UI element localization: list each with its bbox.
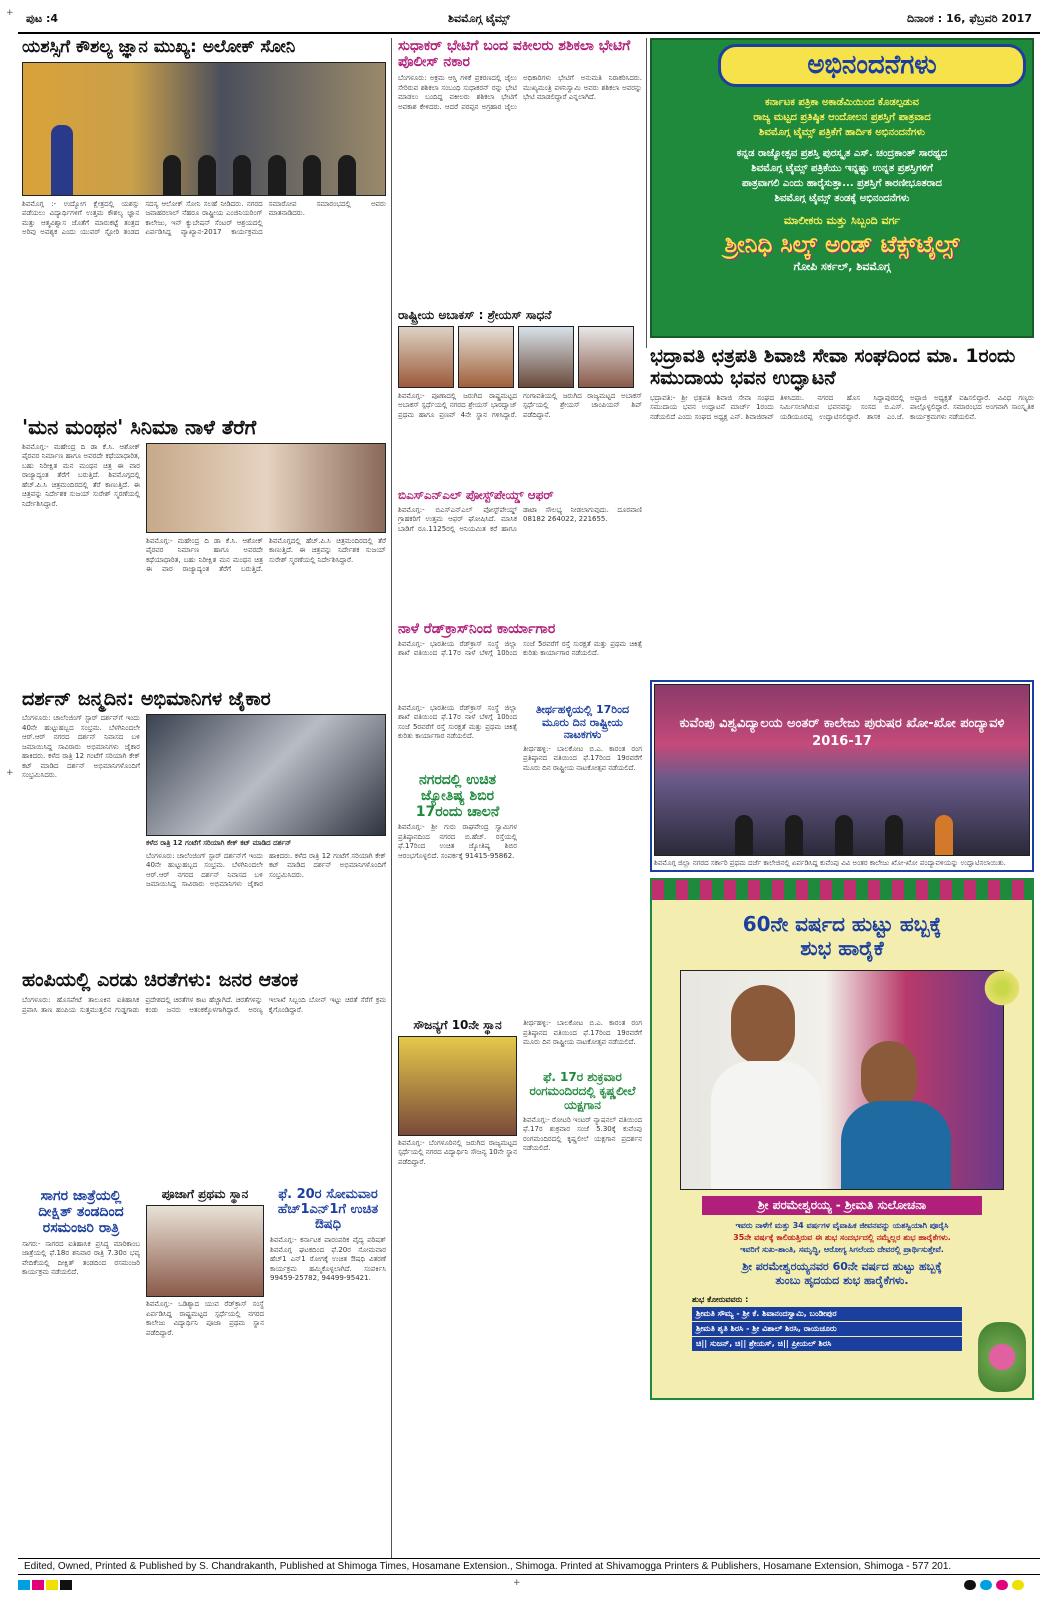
student-portrait-photo xyxy=(578,326,634,388)
photo-caption: ಶಿವಮೊಗ್ಗ ಜಿಲ್ಲಾ ನಗರದ ಸರ್ಕಾರಿ ಪ್ರಥಮ ದರ್ಜೆ ಕಾಲೇಜಿನಲ್ಲಿ ಏರ್ಪಡಿಸಿದ್ದ ಕುವೆಂಪು ವಿವಿ ಅಂತರ ಕಾಲೇಜು ಖೋ-ಖೋ ಪಂದ್ಯಾವಳಿಯನ್ನು ಉದ್ಘಾಟಿಸಲಾಯಿತು. xyxy=(654,858,1007,867)
black-swatch xyxy=(60,1580,72,1590)
ad-line: ಮಾಲೀಕರು ಮತ್ತು ಸಿಬ್ಬಂದಿ ವರ್ಗ xyxy=(783,214,901,227)
article-body: ಬೆಂಗಳೂರು: ಚಾಲೆಂಜಿಂಗ್ ಸ್ಟಾರ್ ದರ್ಶನ್‌ಗೆ ಇಂದು 40ನೇ ಹುಟ್ಟುಹಬ್ಬದ ಸಂಭ್ರಮ. ಬೆಳಗಿನಿಂದಲೇ ಆರ್.ಆರ್ ನಗರದ ದರ್ಶನ್ ನಿವಾಸದ ಬಳಿ ಜಮಾಯಿಸಿದ್ದ ಸಾವಿರಾರು ಅಭಿಮಾನಿಗಳು ಜೈಕಾರ ಹಾಕಿದರು. ಕಳೆದ ರಾತ್ರಿ 12 ಗಂಟೆಗೆ ಸರಿಯಾಗಿ ಕೇಕ್ ಕಟ್ ಮಾಡಿದ ದರ್ಶನ್ ಅಭಿಮಾನಿಗಳೊಂದಿಗೆ ಸಂಭ್ರಮಿಸಿದರು. xyxy=(146,851,386,889)
ad-title: ಶುಭ ಹಾರೈಕೆ xyxy=(800,936,884,961)
article-body: ಬೆಂಗಳೂರು: ಅಕ್ರಮ ಆಸ್ತಿ ಗಳಿಕೆ ಪ್ರಕರಣದಲ್ಲಿ ಜೈಲು ಸೇರಿರುವ ಶಶಿಕಲಾ ಸಂಬಂಧಿ ಸುಧಾಕರನ್ ರನ್ನು ಭೇಟಿ ಮಾಡಲು ಬಂದಿದ್ದ ವಕೀಲರು ಶಶಿಕಲಾ ಭೇಟಿಗೆ ಅವಕಾಶ ಕೇಳಿದರು. ಆದರೆ ಪರಪ್ಪನ ಅಗ್ರಹಾರ ಜೈಲು ಅಧಿಕಾರಿಗಳು ಭೇಟಿಗೆ ಅನುಮತಿ ನಿರಾಕರಿಸಿದರು. ಮುಖ್ಯಮಂತ್ರಿ ಪಳನಿಸ್ವಾಮಿ ಅವರು ಶಶಿಕಲಾ ಅವರನ್ನು ಭೇಟಿ ಮಾಡಲಿದ್ದಾರೆ ಎನ್ನಲಾಗಿದೆ. xyxy=(398,74,642,111)
article-title: ಸಾಗರ ಜಾತ್ರೆಯಲ್ಲಿ ದೀಕ್ಷಿತ್ ತಂಡದಿಂದ ರಸಮಂಜರಿ ರಾತ್ರಿ xyxy=(38,1188,124,1237)
article-body: ಶಿವಮೊಗ್ಗ:- ಬಿಎಸ್‌ಎನ್‌ಎಲ್ ಪೋಸ್ಟ್‌ಪೇಯ್ಡ್ ಗ್ರಾಹಕರಿಗೆ ಉತ್ತಮ ಆಫರ್ ಘೋಷಿಸಿದೆ. ಮಾಸಿಕ ಬಾಡಿಗೆ ರೂ.1125ರಲ್ಲಿ ಅನಿಯಮಿತ ಕರೆ ಹಾಗೂ ಡಾಟಾ ಸೌಲಭ್ಯ ನೀಡಲಾಗುವುದು. ದೂರವಾಣಿ 08182 264022, 221655. xyxy=(398,505,642,533)
photo-banner-text: ಕುವೆಂಪು ವಿಶ್ವವಿದ್ಯಾಲಯ ಅಂತರ್ ಕಾಲೇಜು ಪುರುಷರ ಖೋ-ಖೋ ಪಂದ್ಯಾವಳಿ 2016-17 xyxy=(679,715,1005,749)
article-body: ಶಿವಮೊಗ್ಗ:- ಶ್ರೀ ಗುರು ರಾಘವೇಂದ್ರ ಸ್ವಾಮಿಗಳ ಪ್ರತಿಷ್ಠಾನದಿಂದ ನಗರದ ಬಿ.ಹೆಚ್. ರಸ್ತೆಯಲ್ಲಿ ಫೆ.17ರಿಂದ ಉಚಿತ ಜ್ಯೋತಿಷ್ಯ ಶಿಬಿರ ಆರಂಭಗೊಳ್ಳಲಿದೆ. ಸಂಪರ್ಕಕ್ಕೆ 91415-95862. xyxy=(398,823,517,860)
birthday-ad xyxy=(650,878,1034,1400)
ad-line: ರಾಜ್ಯ ಮಟ್ಟದ ಪ್ರತಿಷ್ಠಿತ ಆಂದೋಲನ ಪ್ರಶಸ್ತಿಗೆ ಪಾತ್ರವಾದ xyxy=(753,112,931,123)
column-middle xyxy=(398,38,642,1267)
article-title: ಭದ್ರಾವತಿ ಛತ್ರಪತಿ ಶಿವಾಜಿ ಸೇವಾ ಸಂಘದಿಂದ ಮಾ. 1ರಂದು ಸಮುದಾಯ ಭವನ ಉದ್ಘಾಟನೆ xyxy=(650,345,1016,389)
ad-title: ಅಭಿನಂದನೆಗಳು xyxy=(718,44,1026,87)
paper-name: ಶಿವಮೊಗ್ಗ ಟೈಮ್ಸ್ xyxy=(448,12,510,25)
ad-line: ತುಂಬು ಹೃದಯದ ಶುಭ ಹಾರೈಕೆಗಳು. xyxy=(775,1274,909,1288)
registration-mark-icon: + xyxy=(6,8,14,18)
magenta-dot xyxy=(996,1580,1008,1590)
yellow-dot xyxy=(1012,1580,1024,1590)
article-title: ಸುಧಾಕರ್ ಭೇಟಿಗೆ ಬಂದ ವಕೀಲರು ಶಶಿಕಲಾ ಭೇಟಿಗೆ ಪೊಲೀಸ್ ನಕಾರ xyxy=(398,38,631,71)
article-title: ಯಶಸ್ಸಿಗೆ ಕೌಶಲ್ಯ ಜ್ಞಾನ ಮುಖ್ಯ: ಅಲೋಕ್ ಸೋನಿ xyxy=(22,37,296,57)
ad-line: ಇವರು ನಾಳೆಗೆ ಮತ್ತು 34 ವರ್ಷಗಳ ವೈವಾಹಿಕ ಜೀವನವನ್ನು ಯಶಸ್ವಿಯಾಗಿ ಪೂರೈಸಿ xyxy=(735,1221,949,1231)
article-body: ತೀರ್ಥಹಳ್ಳಿ:- ಬಾಲಕೋಟ ಬಿ.ಎ. ಕಾರಂತ ರಂಗ ಪ್ರತಿಷ್ಠಾನದ ವತಿಯಿಂದ ಫೆ.17ರಿಂದ 19ರವರೆಗೆ ಮೂರು ದಿನ ರಾಷ್ಟ್ರೀಯ ನಾಟಕೋತ್ಸವ ನಡೆಯಲಿದೆ. xyxy=(523,1019,642,1047)
ad-line: ಶ್ರೀ ಪರಮೇಶ್ವರಯ್ಯನವರ 60ನೇ ವರ್ಷದ ಹುಟ್ಟು ಹಬ್ಬಕ್ಕೆ xyxy=(742,1260,942,1274)
column-right xyxy=(650,38,1034,1400)
cyan-swatch xyxy=(18,1580,30,1590)
article-title: ಪೂಜಾಗೆ ಪ್ರಥಮ ಸ್ಥಾನ xyxy=(161,1187,249,1202)
flower-icon xyxy=(982,968,1022,1008)
article-body: ಬೆಂಗಳೂರು: ಚಾಲೆಂಜಿಂಗ್ ಸ್ಟಾರ್ ದರ್ಶನ್‌ಗೆ ಇಂದು 40ನೇ ಹುಟ್ಟುಹಬ್ಬದ ಸಂಭ್ರಮ. ಬೆಳಗಿನಿಂದಲೇ ಆರ್.ಆರ್ ನಗರದ ದರ್ಶನ್ ನಿವಾಸದ ಬಳಿ ಜಮಾಯಿಸಿದ್ದ ಸಾವಿರಾರು ಅಭಿಮಾನಿಗಳು ಜೈಕಾರ ಹಾಕಿದರು. ಕಳೆದ ರಾತ್ರಿ 12 ಗಂಟೆಗೆ ಸರಿಯಾಗಿ ಕೇಕ್ ಕಟ್ ಮಾಡಿದ ದರ್ಶನ್ ಅಭಿಮಾನಿಗಳೊಂದಿಗೆ ಸಂಭ್ರಮಿಸಿದರು. xyxy=(22,714,140,780)
article-body: ಭದ್ರಾವತಿ:- ಶ್ರೀ ಛತ್ರಪತಿ ಶಿವಾಜಿ ಸೇವಾ ಸಂಘದ ಸಮುದಾಯ ಭವನ ಉದ್ಘಾಟನೆ ಮಾರ್ಚ್ 1ರಂದು ನಡೆಯಲಿದೆ ಎಂದು ಸಂಘದ ಅಧ್ಯಕ್ಷ ಎನ್. ಶಿವಾಜಿರಾವ್ ತಿಳಿಸಿದರು. ನಗರದ ಹೊಸ ಸಿದ್ದಾಪುರದಲ್ಲಿ ನಿರ್ಮಿಸಲಾಗಿರುವ ಭವನವನ್ನು ಸಂಸದ ಬಿ.ಎಸ್. ಯಡಿಯೂರಪ್ಪ ಉದ್ಘಾಟಿಸಲಿದ್ದಾರೆ. ಶಾಸಕ ಎಂ.ಜೆ. ಅಪ್ಪಾಜಿ ಅಧ್ಯಕ್ಷತೆ ವಹಿಸಲಿದ್ದಾರೆ. ವಿವಿಧ ಗಣ್ಯರು ಪಾಲ್ಗೊಳ್ಳಲಿದ್ದಾರೆ. ಸಮಾರಂಭದ ಅಂಗವಾಗಿ ಸಾಂಸ್ಕೃತಿಕ ಕಾರ್ಯಕ್ರಮಗಳು ನಡೆಯಲಿವೆ. xyxy=(650,393,1034,421)
article-title: ನಾಳೆ ರೆಡ್‌ಕ್ರಾಸ್‌ನಿಂದ ಕಾರ್ಯಾಗಾರ xyxy=(398,620,556,637)
tournament-photo xyxy=(654,684,1030,856)
cyan-dot xyxy=(980,1580,992,1590)
wishers-line: ಚಿ|| ಸುಜನ್, ಚಿ|| ಶ್ರೇಯಸ್, ಚಿ|| ಪ್ರೀಯಲ್ ಶಿರಸಿ xyxy=(692,1337,962,1351)
article-title: ದರ್ಶನ್ ಜನ್ಮದಿನ: ಅಭಿಮಾನಿಗಳ ಜೈಕಾರ xyxy=(22,687,271,710)
kho-kho-photo-box xyxy=(650,680,1034,873)
article-body: ಶಿವಮೊಗ್ಗ :- ಉದ್ಯೋಗ ಕ್ಷೇತ್ರದಲ್ಲಿ ಯಶಸ್ಸು ಪಡೆಯಲು ವಿದ್ಯಾರ್ಥಿಗಳಿಗೆ ಉತ್ತಮ ಕೌಶಲ್ಯ ಜ್ಞಾನ ಮತ್ತು ಆತ್ಮವಿಶ್ವಾಸ ಜೊತೆಗೆ ಮಾರುಕಟ್ಟೆ ತಂತ್ರದ ಅರಿವು ಅವಶ್ಯಕ ಎಂದು ಯುವರ್ ಸ್ಟೋರಿ ತಂಡದ ಸದಸ್ಯ ಆಲೋಕ್ ಸೋನಿ ಸಲಹೆ ನೀಡಿದರು. ನಗರದ ಜವಾಹರಲಾಲ್ ನೆಹರೂ ರಾಷ್ಟ್ರೀಯ ಎಂಜಿನಿಯರಿಂಗ್ ಕಾಲೇಜು, ಇನ್ ಕ್ಯುಬೇಷನ್ ಸೆಂಟರ್ ಆಶ್ರಯದಲ್ಲಿ ಏರ್ಪಡಿಸಿದ್ದ ವ್ಯಾಖ್ಯಾನ-2017 ಕಾರ್ಯಕ್ರಮದ ಸಮಾರೋಪ ಸಮಾರಂಭದಲ್ಲಿ ಅವರು ಮಾತನಾಡಿದರು. xyxy=(22,199,386,237)
article-body: ಬೆಂಗಳೂರು: ಹೊಸಪೇಟೆ ತಾಲೂಕಿನ ಐತಿಹಾಸಿಕ ಪ್ರವಾಸಿ ತಾಣ ಹಂಪಿಯ ಸುತ್ತಮುತ್ತಲಿನ ಗುಡ್ಡಗಾಡು ಪ್ರದೇಶದಲ್ಲಿ ಚಿರತೆಗಳ ಕಾಟ ಹೆಚ್ಚಾಗಿದೆ. ಚಿರತೆಗಳನ್ನು ಕಂಡು ಜನರು ಆತಂಕಕ್ಕೊಳಗಾಗಿದ್ದಾರೆ. ಅರಣ್ಯ ಇಲಾಖೆ ಸಿಬ್ಬಂದಿ ಬೋನ್ ಇಟ್ಟು ಚಿರತೆ ಸೆರೆಗೆ ಕ್ರಮ ಕೈಗೊಂಡಿದ್ದಾರೆ. xyxy=(22,996,386,1014)
article-title: ತೀರ್ಥಹಳ್ಳಿಯಲ್ಲಿ 17ರಿಂದ ಮೂರು ದಿನ ರಾಷ್ಟ್ರೀಯ ನಾಟಕಗಳು xyxy=(535,702,630,742)
article-body: ತೀರ್ಥಹಳ್ಳಿ:- ಬಾಲಕೋಟ ಬಿ.ಎ. ಕಾರಂತ ರಂಗ ಪ್ರತಿಷ್ಠಾನದ ವತಿಯಿಂದ ಫೆ.17ರಿಂದ 19ರವರೆಗೆ ಮೂರು ದಿನ ರಾಷ್ಟ್ರೀಯ ನಾಟಕೋತ್ಸವ ನಡೆಯಲಿದೆ. xyxy=(523,744,642,772)
birthday-crowd-photo xyxy=(146,714,386,836)
shop-address: ಗೋಪಿ ಸರ್ಕಲ್, ಶಿವಮೊಗ್ಗ xyxy=(793,260,891,273)
wishers-label: ಶುಭ ಕೋರುವವರು : xyxy=(692,1295,749,1305)
couple-name: ಶ್ರೀ ಪರಮೇಶ್ವರಯ್ಯ - ಶ್ರೀಮತಿ ಸುಲೋಚನಾ xyxy=(702,1196,982,1215)
couple-photo xyxy=(680,970,1004,1190)
ad-line: ಶಿವಮೊಗ್ಗ ಟೈಮ್ಸ್ ತಂಡಕ್ಕೆ ಅಭಿನಂದನೆಗಳು xyxy=(774,193,910,204)
article-title: ರಾಷ್ಟ್ರೀಯ ಅಬಾಕಸ್ : ಶ್ರೇಯಸ್ ಸಾಧನೆ xyxy=(398,308,552,323)
ad-line: 35ನೇ ವರ್ಷಕ್ಕೆ ಕಾಲಿಡುತ್ತಿರುವ ಈ ಶುಭ ಸಂದರ್ಭದಲ್ಲಿ ನಮ್ಮೆಲ್ಲರ ಶುಭ ಹಾರೈಕೆಗಳು. xyxy=(733,1233,951,1243)
ad-line: ಶಿವಮೊಗ್ಗ ಟೈಮ್ಸ್ ಪತ್ರಿಕೆಯು ಇನ್ನಷ್ಟು ಉನ್ನತ ಪ್ರಶಸ್ತಿಗಳಿಗೆ xyxy=(751,163,933,174)
article-body: ಶಿವಮೊಗ್ಗ:- ಬೆಂಗಳೂರಿನಲ್ಲಿ ಜರುಗಿದ ರಾಜ್ಯಮಟ್ಟದ ಸ್ಪರ್ಧೆಯಲ್ಲಿ ನಗರದ ವಿದ್ಯಾರ್ಥಿನಿ ಸೌಜನ್ಯ 10ನೇ ಸ್ಥಾನ ಪಡೆದಿದ್ದಾರೆ. xyxy=(398,1138,517,1166)
newspaper-page xyxy=(6,8,1040,1592)
yellow-swatch xyxy=(46,1580,58,1590)
article-body: ಶಿವಮೊಗ್ಗ:- ರೋಟರಿ ಇಂಟರ್ ನ್ಯಾಷನಲ್ ವತಿಯಿಂದ ಫೆ.17ರ ಶುಕ್ರವಾರ ಸಂಜೆ 5.30ಕ್ಕೆ ಕುವೆಂಪು ರಂಗಮಂದಿರದಲ್ಲಿ ಕೃಷ್ಣಲೀಲೆ ಯಕ್ಷಗಾನ ಪ್ರದರ್ಶನ ನಡೆಯಲಿದೆ. xyxy=(523,1115,642,1153)
article-body: ಶಿವಮೊಗ್ಗ:- ಭಾರತೀಯ ರೆಡ್‌ಕ್ರಾಸ್ ಸಂಸ್ಥೆ ಜಿಲ್ಲಾ ಶಾಖೆ ವತಿಯಿಂದ ಫೆ.17ರ ನಾಳೆ ಬೆಳಿಗ್ಗೆ 10ರಿಂದ ಸಂಜೆ 5ರವರೆಗೆ ರಸ್ತೆ ಸುರಕ್ಷತೆ ಮತ್ತು ಪ್ರಥಮ ಚಿಕಿತ್ಸೆ ಕುರಿತು ಕಾರ್ಯಾಗಾರ ನಡೆಯಲಿದೆ. xyxy=(398,639,642,658)
registration-mark-icon: + xyxy=(513,1578,521,1588)
article-body: ಸಾಗರ:- ಸಾಗರದ ಐತಿಹಾಸಿಕ ಪ್ರಸಿದ್ಧ ಮಾರಿಕಾಂಬ ಜಾತ್ರೆಯಲ್ಲಿ ಫೆ.18ರ ಶನಿವಾರ ರಾತ್ರಿ 7.30ರ ಭವ್ಯ ವೇದಿಕೆಯಲ್ಲಿ ದೀಕ್ಷಿತ್ ತಂಡದಿಂದ ರಸಮಂಜರಿ ಕಾರ್ಯಕ್ರಮ ನಡೆಯಲಿದೆ. xyxy=(22,1239,140,1277)
magenta-swatch xyxy=(32,1580,44,1590)
wishers-line: ಶ್ರೀಮತಿ ಶೃತಿ ಶಿರಸಿ - ಶ್ರೀ ವಿಶಾಲ್ ಶಿರಸಿ, ರಾಯಚೂರು xyxy=(692,1322,962,1336)
ad-line: ಪಾತ್ರವಾಗಲಿ ಎಂದು ಹಾರೈಸುತ್ತಾ... ಪ್ರಶಸ್ತಿಗೆ ಕಾರಣೀಭೂತರಾದ xyxy=(742,178,942,189)
student-portrait-photo xyxy=(458,326,514,388)
movie-still-photo xyxy=(146,443,386,533)
shop-name: ಶ್ರೀನಿಧಿ ಸಿಲ್ಕ್ ಅಂಡ್ ಟೆಕ್ಸ್‌ಟೈಲ್ಸ್ xyxy=(724,232,960,258)
article-body: ಶಿವಮೊಗ್ಗ:- ಮಹೇಂದ್ರ ದಿ ಡಾ ಕೆ.ಸಿ. ಆಶೋಕ್ ಪೈರವರ ನಿರ್ಮಾಣ ಹಾಗೂ ಅವರದೇ ಕಥೆಯಾಧಾರಿತ, ಬಹು ನಿರೀಕ್ಷಿತ ಮನ ಮಂಥನ ಚಿತ್ರ ಈ ವಾರ ರಾಜ್ಯಾದ್ಯಂತ ತೆರೆಗೆ ಬರುತ್ತಿದೆ. ಶಿವಮೊಗ್ಗದಲ್ಲಿ ಹೆಚ್.ಪಿ.ಸಿ ಚಿತ್ರಮಂದಿರದಲ್ಲಿ ತೆರೆ ಕಾಣುತ್ತಿದೆ. ಈ ಚಿತ್ರವನ್ನು ನಿರ್ದೇಶಕ ಸುಜಯ್ ಸುರೇಶ್ ಸ್ಮರಣೆಯಲ್ಲಿ ನಿರ್ದೇಶಿಸಿದ್ದಾರೆ. xyxy=(146,536,386,574)
ad-line: ಕರ್ನಾಟಕ ಪತ್ರಿಕಾ ಅಕಾಡೆಮಿಯಿಂದ ಕೊಡಲ್ಪಡುವ xyxy=(765,97,919,108)
photo-caption: ಕಳೆದ ರಾತ್ರಿ 12 ಗಂಟೆಗೆ ಸರಿಯಾಗಿ ಕೇಕ್ ಕಟ್ ಮಾಡಿದ ದರ್ಶನ್ xyxy=(146,839,292,848)
ad-title: 60ನೇ ವರ್ಷದ ಹುಟ್ಟು ಹಬ್ಬಕ್ಕೆ xyxy=(742,912,942,937)
header-rule xyxy=(18,32,1040,34)
article-title: ನಗರದಲ್ಲಿ ಉಚಿತ ಜ್ಯೋತಿಷ್ಯ ಶಿಬಿರ 17ರಂದು ಚಾಲನೆ xyxy=(415,771,500,821)
student-portrait-photo xyxy=(398,326,454,388)
article-title: 'ಮನ ಮಂಥನ' ಸಿನಿಮಾ ನಾಳೆ ತೆರೆಗೆ xyxy=(22,414,257,439)
article-title: ಫೆ. 20ರ ಸೋಮವಾರ ಹೆಚ್1ಎನ್1ಗೆ ಉಚಿತ ಔಷಧಿ xyxy=(277,1187,379,1233)
congratulations-ad xyxy=(650,38,1034,338)
page-number: ಪುಟ :4 xyxy=(26,12,59,25)
imprint-line: Edited, Owned, Printed & Published by S. Chandrakanth, Published at Shimoga Times, Hosamane Extension., Shimoga. Printed at Shivamogga Printers & Publishers, Hosamane Extension, Shimoga - 577 201. xyxy=(18,1558,1040,1575)
column-divider xyxy=(646,38,647,348)
ad-line: ಶಿವಮೊಗ್ಗ ಟೈಮ್ಸ್ ಪತ್ರಿಕೆಗೆ ಹಾರ್ದಿಕ ಅಭಿನಂದನೆಗಳು xyxy=(759,127,925,138)
ad-line: ಇವರಿಗೆ ಸುಖ-ಶಾಂತಿ, ಸಮೃದ್ಧಿ, ಆರೋಗ್ಯ ಸಿಗಲೆಂದು ದೇವರಲ್ಲಿ ಪ್ರಾರ್ಥಿಸುತ್ತೇವೆ. xyxy=(740,1245,944,1255)
article-body: ಶಿವಮೊಗ್ಗ:- ಭಾರತೀಯ ರೆಡ್‌ಕ್ರಾಸ್ ಸಂಸ್ಥೆ ಜಿಲ್ಲಾ ಶಾಖೆ ವತಿಯಿಂದ ಫೆ.17ರ ನಾಳೆ ಬೆಳಿಗ್ಗೆ 10ರಿಂದ ಸಂಜೆ 5ರವರೆಗೆ ರಸ್ತೆ ಸುರಕ್ಷತೆ ಮತ್ತು ಪ್ರಥಮ ಚಿಕಿತ್ಸೆ ಕುರಿತು ಕಾರ್ಯಾಗಾರ ನಡೆಯಲಿದೆ. xyxy=(398,703,517,741)
registration-mark-icon: + xyxy=(6,768,14,778)
student-photo xyxy=(398,1036,517,1136)
article-title: ಬಿಎಸ್‌ಎನ್‌ಎಲ್ ಪೋಸ್ಟ್‌ಪೇಯ್ಡ್ ಆಫರ್ xyxy=(398,487,554,502)
article-title: ಹಂಪಿಯಲ್ಲಿ ಎರಡು ಚಿರತೆಗಳು: ಜನರ ಆತಂಕ xyxy=(22,969,299,992)
student-portrait-photo xyxy=(518,326,574,388)
wishers-line: ಶ್ರೀಮತಿ ಸೌಮ್ಯ - ಶ್ರೀ ಕೆ. ಶಿವಾನಂದಸ್ವಾಮಿ, ಬಂಡೀಪುರ xyxy=(692,1307,962,1321)
issue-date: ದಿನಾಂಕ : 16, ಫೆಬ್ರವರಿ 2017 xyxy=(906,12,1032,25)
article-title: ಫೆ. 17ರ ಶುಕ್ರವಾರ ರಂಗಮಂದಿರದಲ್ಲಿ ಕೃಷ್ಣಲೀಲೆ ಯಕ್ಷಗಾನ xyxy=(529,1070,636,1112)
ad-line: ಕನ್ನಡ ರಾಜ್ಯೋತ್ಸವ ಪ್ರಶಸ್ತಿ ಪುರಸ್ಕೃತ ಎಸ್. ಚಂದ್ರಕಾಂತ್ ಸಾರಥ್ಯದ xyxy=(736,148,948,159)
black-dot xyxy=(964,1580,976,1590)
student-photo xyxy=(146,1205,264,1297)
article-body: ಶಿವಮೊಗ್ಗ:- ಮಹೇಂದ್ರ ದಿ ಡಾ ಕೆ.ಸಿ. ಆಶೋಕ್ ಪೈರವರ ನಿರ್ಮಾಣ ಹಾಗೂ ಅವರದೇ ಕಥೆಯಾಧಾರಿತ, ಬಹು ನಿರೀಕ್ಷಿತ ಮನ ಮಂಥನ ಚಿತ್ರ ಈ ವಾರ ರಾಜ್ಯಾದ್ಯಂತ ತೆರೆಗೆ ಬರುತ್ತಿದೆ. ಶಿವಮೊಗ್ಗದಲ್ಲಿ ಹೆಚ್.ಪಿ.ಸಿ ಚಿತ್ರಮಂದಿರದಲ್ಲಿ ತೆರೆ ಕಾಣುತ್ತಿದೆ. ಈ ಚಿತ್ರವನ್ನು ನಿರ್ದೇಶಕ ಸುಜಯ್ ಸುರೇಶ್ ಸ್ಮರಣೆಯಲ್ಲಿ ನಿರ್ದೇಶಿಸಿದ್ದಾರೆ. xyxy=(22,442,140,508)
article-body: ಶಿವಮೊಗ್ಗ:- ಪೂಣಾದಲ್ಲಿ ಜರುಗಿದ ರಾಷ್ಟ್ರಮಟ್ಟದ ಅಬಾಕಸ್ ಸ್ಪರ್ಧೆಯಲ್ಲಿ ನಗರದ ಶ್ರೇಯಸ್ ಭಾರದ್ವಾಜ್ ಪ್ರಥಮ ಹಾಗೂ ಪ್ರಣವ್ 4ನೇ ಸ್ಥಾನ ಗಳಿಸಿದ್ದಾರೆ. ಗಂಗಾವತಿಯಲ್ಲಿ ಜರುಗಿದ ರಾಜ್ಯಮಟ್ಟದ ಅಬಾಕಸ್ ಸ್ಪರ್ಧೆಯಲ್ಲಿ ಶ್ರೇಯಸ್ ಚಾಂಪಿಯನ್ ಶಿಪ್ ಪಡೆದಿದ್ದಾನೆ. xyxy=(398,391,642,419)
flower-bouquet-icon xyxy=(978,1322,1026,1392)
column-divider xyxy=(391,38,392,1558)
article-title: ಸೌಜನ್ಯಗೆ 10ನೇ ಸ್ಥಾನ xyxy=(413,1018,502,1033)
article-body: ಶಿವಮೊಗ್ಗ:- ಕರ್ನಾಟಕ ಪಾರಂಪರಿಕ ವೈದ್ಯ ಪರಿಷತ್ ಶಿವಮೊಗ್ಗ ಘಟಕದಿಂದ ಫೆ.20ರ ಸೋಮವಾರ ಹೆಚ್1 ಎನ್1 ರೋಗಕ್ಕೆ ಉಚಿತ ಔಷಧಿ ವಿತರಣೆ ಕಾರ್ಯಕ್ರಮ ಹಮ್ಮಿಕೊಳ್ಳಲಾಗಿದೆ. ಸಂಪರ್ಕಿಸಿ 99459-25782, 94499-95421. xyxy=(270,1236,386,1283)
seminar-photo xyxy=(22,62,386,196)
column-left xyxy=(22,38,386,1430)
article-body: ಶಿವಮೊಗ್ಗ:- ಒಡಿಶ್ಯಾದ ಯುವ ರೆಡ್‌ಕ್ರಾಸ್ ಸಂಸ್ಥೆ ಏರ್ಪಡಿಸಿದ್ದ ರಾಷ್ಟ್ರಮಟ್ಟದ ಸ್ಪರ್ಧೆಯಲ್ಲಿ ನಗರದ ಕಾಲೇಜು ವಿದ್ಯಾರ್ಥಿನಿ ಪೂಜಾ ಪ್ರಥಮ ಸ್ಥಾನ ಪಡೆದಿದ್ದಾರೆ. xyxy=(146,1300,264,1337)
decorative-border xyxy=(652,880,1032,900)
